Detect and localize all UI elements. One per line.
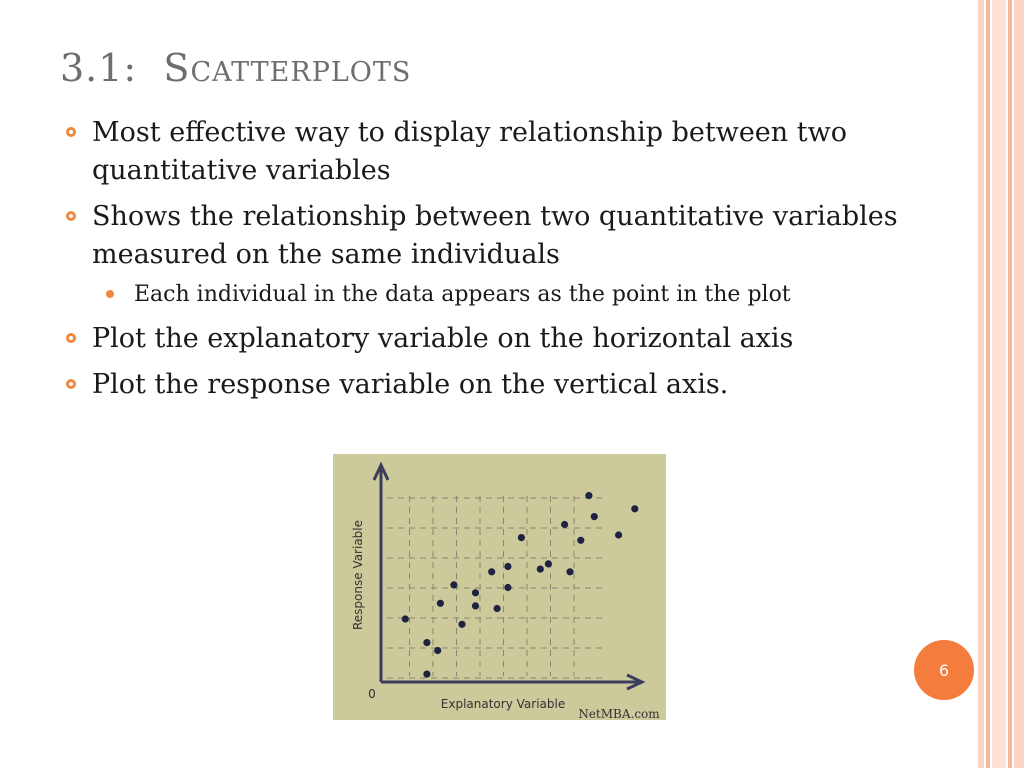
bullet-item bbox=[64, 198, 964, 274]
data-point bbox=[537, 566, 544, 573]
bullet-text: Shows the relationship between two quantitative variables measured on the same individuals bbox=[92, 201, 898, 270]
data-point bbox=[631, 505, 638, 512]
bullet-item bbox=[64, 366, 964, 404]
ring-bullet-icon bbox=[66, 127, 76, 137]
title-number: 3.1: bbox=[60, 46, 138, 90]
decorative-stripes bbox=[978, 0, 1024, 768]
dot-bullet-icon bbox=[106, 290, 114, 298]
data-point bbox=[434, 647, 441, 654]
data-point bbox=[577, 537, 584, 544]
data-point bbox=[437, 600, 444, 607]
data-point bbox=[488, 568, 495, 575]
data-point bbox=[472, 589, 479, 596]
x-axis-label: Explanatory Variable bbox=[440, 697, 566, 711]
watermark: NetMBA.com bbox=[578, 707, 660, 721]
bullet-list bbox=[64, 114, 964, 412]
ring-bullet-icon bbox=[66, 211, 76, 221]
sub-bullet-item bbox=[92, 278, 964, 312]
data-point bbox=[504, 563, 511, 570]
page-number: 6 bbox=[938, 660, 950, 680]
data-point bbox=[504, 584, 511, 591]
data-point bbox=[423, 639, 430, 646]
data-point bbox=[494, 605, 501, 612]
data-point bbox=[518, 534, 525, 541]
title-text: Scatterplots bbox=[163, 46, 412, 90]
bullet-text: Plot the response variable on the vertical axis. bbox=[92, 369, 729, 400]
bullet-item bbox=[64, 320, 964, 358]
scatterplot-chart bbox=[331, 452, 668, 724]
data-point bbox=[561, 521, 568, 528]
data-point bbox=[423, 671, 430, 678]
data-point bbox=[591, 513, 598, 520]
ring-bullet-icon bbox=[66, 379, 76, 389]
data-point bbox=[615, 531, 622, 538]
data-point bbox=[585, 492, 592, 499]
data-point bbox=[566, 568, 573, 575]
sub-bullet-text: Each individual in the data appears as the point in the plot bbox=[134, 282, 791, 307]
data-point bbox=[402, 615, 409, 622]
slide-title bbox=[60, 46, 411, 90]
data-point bbox=[450, 581, 457, 588]
origin-label: 0 bbox=[368, 687, 376, 701]
ring-bullet-icon bbox=[66, 333, 76, 343]
y-axis-label: Response Variable bbox=[351, 519, 365, 631]
bullet-text: Most effective way to display relationship between two quantitative variables bbox=[92, 117, 847, 186]
data-point bbox=[458, 621, 465, 628]
chart-background bbox=[333, 454, 666, 720]
bullet-text: Plot the explanatory variable on the horizontal axis bbox=[92, 323, 794, 354]
data-point bbox=[472, 602, 479, 609]
bullet-item bbox=[64, 114, 964, 190]
page-number-badge bbox=[914, 640, 974, 700]
data-point bbox=[545, 560, 552, 567]
